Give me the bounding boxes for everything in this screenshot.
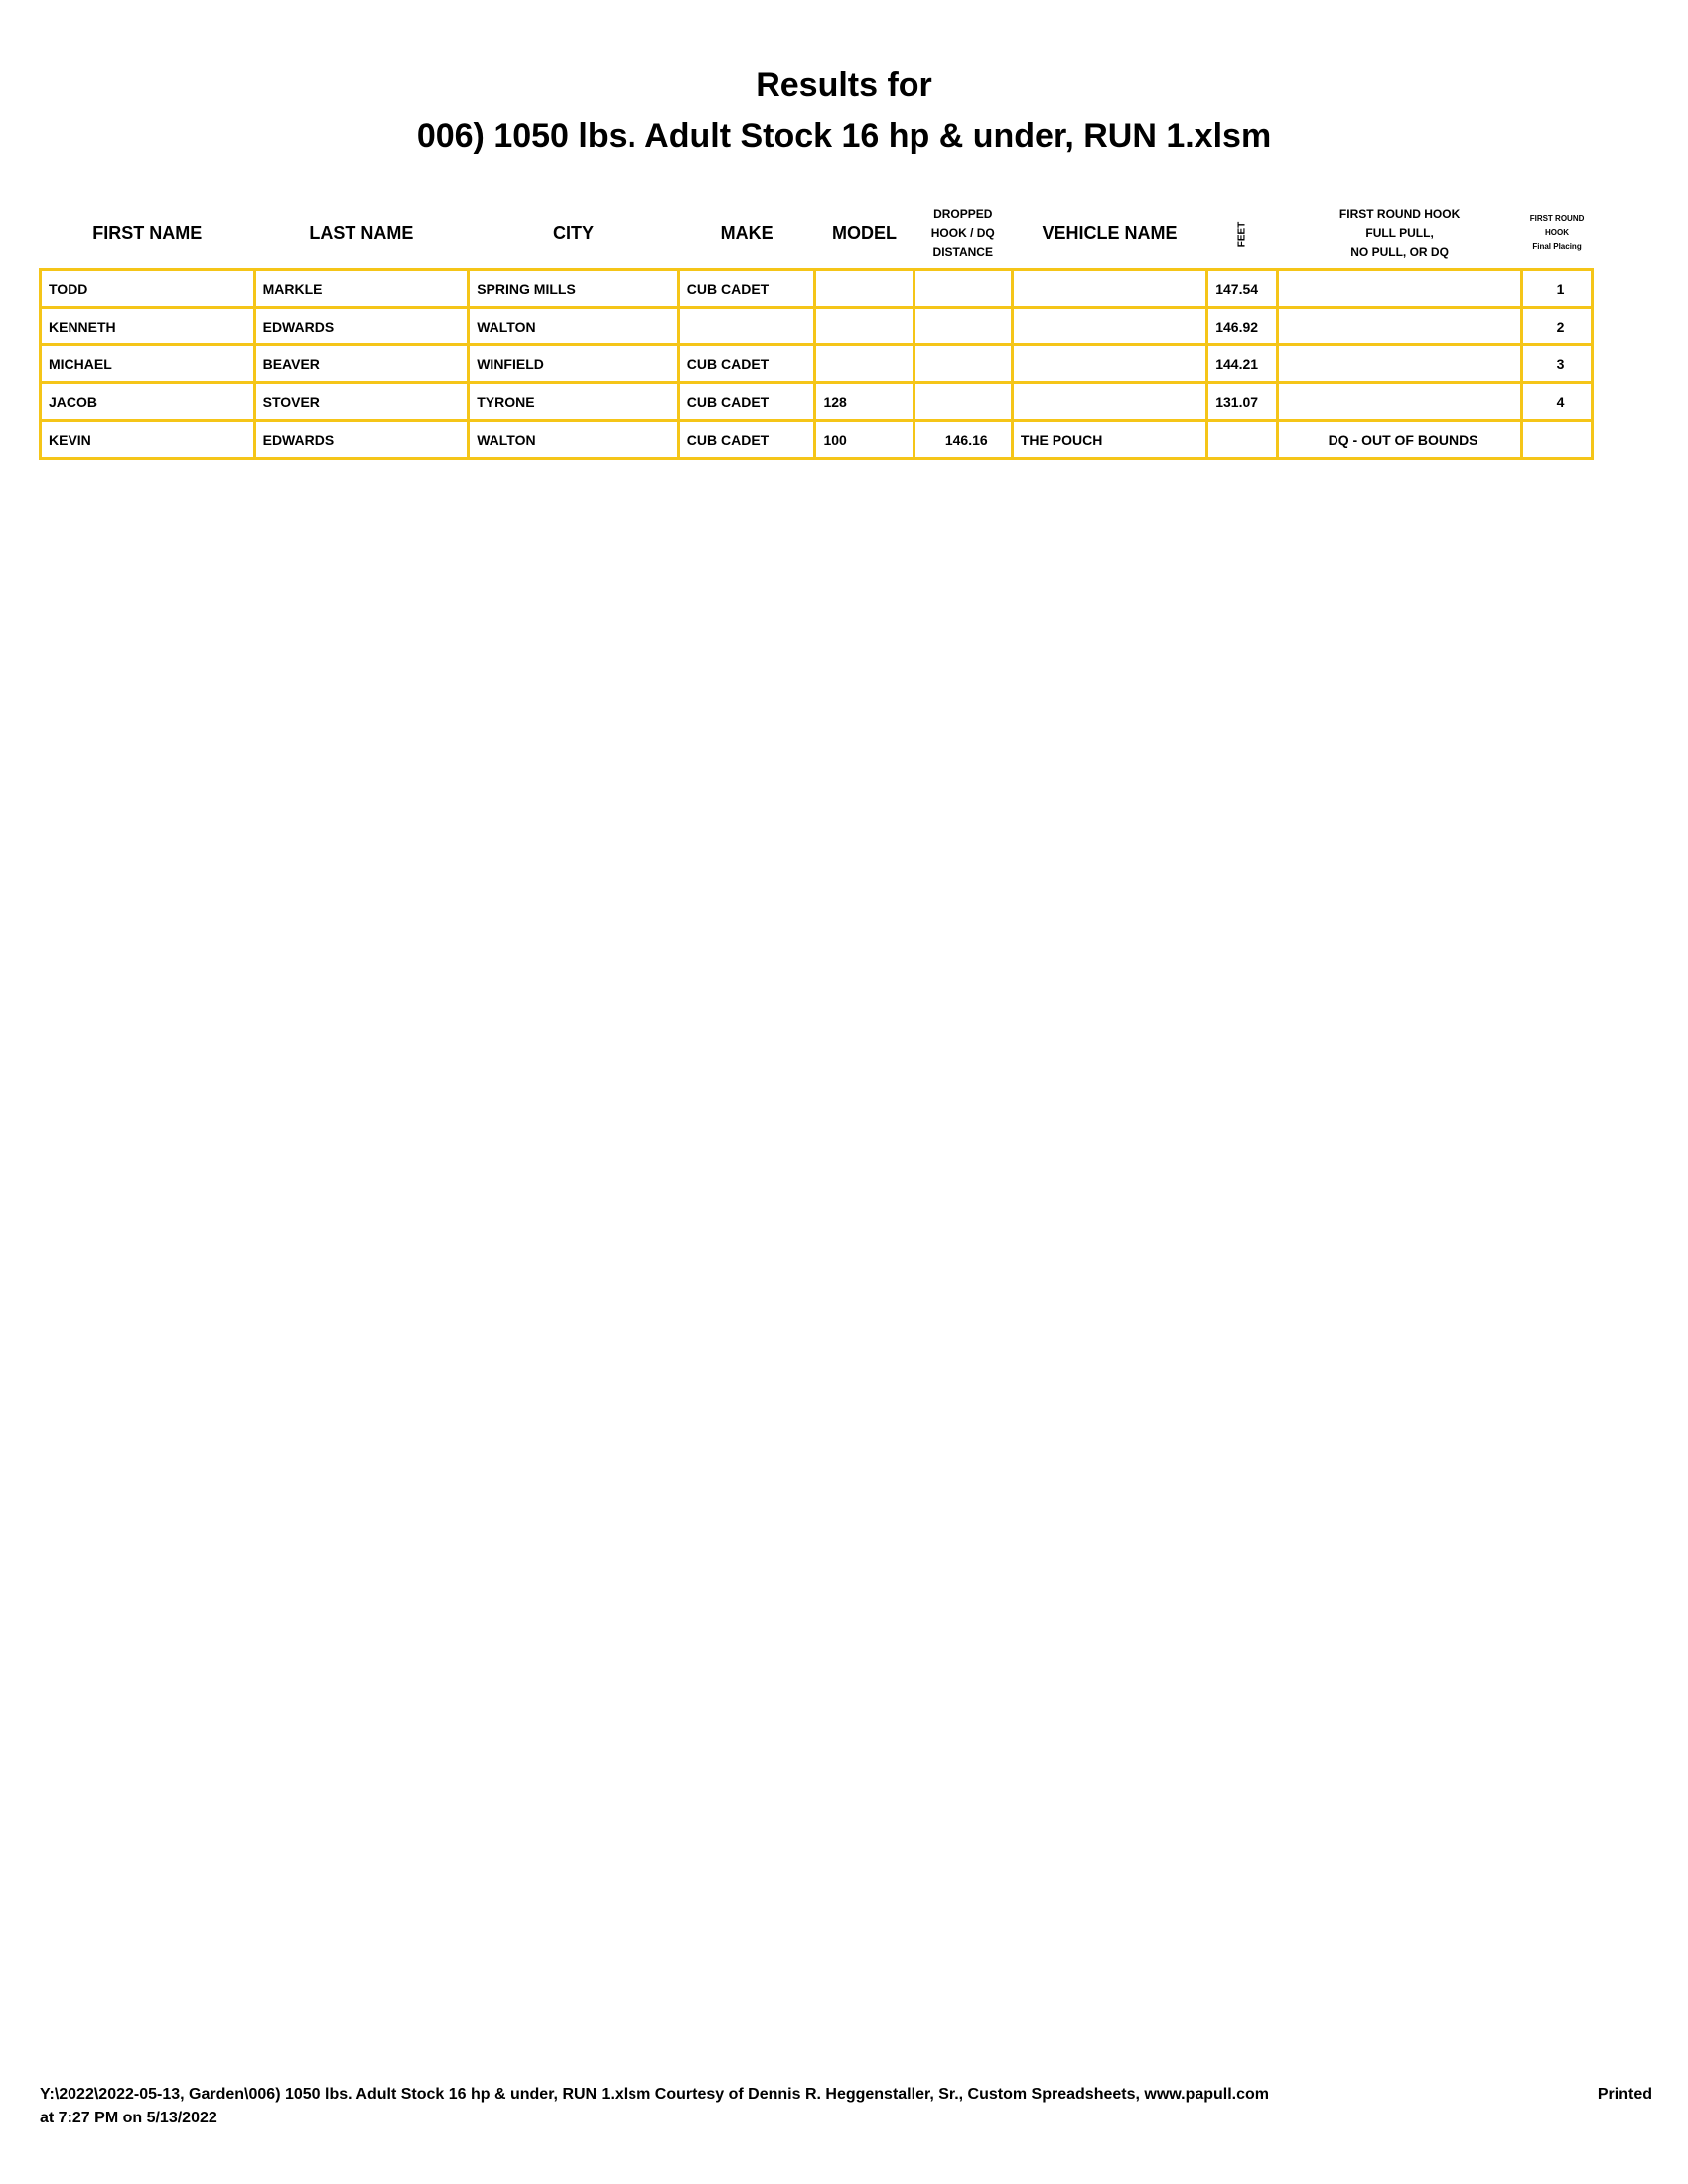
- header-last-name: LAST NAME: [309, 222, 414, 243]
- header-feet: [1207, 199, 1278, 270]
- header-dropped-hook-line3: DISTANCE: [932, 244, 993, 259]
- table-row: [41, 308, 1593, 345]
- cell-city: SPRING MILLS: [469, 270, 679, 308]
- cell-feet: 146.92: [1207, 308, 1278, 345]
- cell-final-placing: 1: [1522, 270, 1593, 308]
- cell-make: CUB CADET: [678, 345, 815, 383]
- header-first-name: FIRST NAME: [92, 222, 203, 243]
- header-first-round-hook-line1: FIRST ROUND HOOK: [1338, 206, 1461, 221]
- cell-model: [815, 308, 914, 345]
- cell-last-name: EDWARDS: [254, 308, 469, 345]
- cell-feet: 144.21: [1207, 345, 1278, 383]
- header-dropped-hook-line2: HOOK / DQ: [930, 225, 995, 240]
- cell-make: CUB CADET: [678, 270, 815, 308]
- cell-vehicle-name: THE POUCH: [1012, 421, 1206, 459]
- cell-model: [815, 345, 914, 383]
- cell-first-name: KEVIN: [41, 421, 255, 459]
- header-make: MAKE: [720, 222, 774, 243]
- header-final-placing-line1: FIRST ROUND: [1529, 214, 1585, 223]
- cell-first-round-hook: [1278, 308, 1522, 345]
- footer-file-path: Y:\2022\2022-05-13, Garden\006) 1050 lbs. Adult Stock 16 hp & under, RUN 1.xlsm Courtesy of Dennis R. Heggenstaller, Sr., Custom Spreadsheets, www.papull.com: [40, 2086, 1270, 2103]
- cell-dropped-hook: [914, 345, 1012, 383]
- cell-feet: 147.54: [1207, 270, 1278, 308]
- cell-final-placing: 2: [1522, 308, 1593, 345]
- cell-first-name: KENNETH: [41, 308, 255, 345]
- cell-first-name: JACOB: [41, 383, 255, 421]
- title-class-name: 006) 1050 lbs. Adult Stock 16 hp & under, RUN 1.xlsm: [416, 117, 1272, 155]
- cell-feet: [1207, 421, 1278, 459]
- cell-last-name: BEAVER: [254, 345, 469, 383]
- cell-final-placing: 4: [1522, 383, 1593, 421]
- cell-dropped-hook: [914, 308, 1012, 345]
- header-final-placing-line2: HOOK: [1545, 228, 1570, 237]
- cell-make: CUB CADET: [678, 383, 815, 421]
- cell-vehicle-name: [1012, 345, 1206, 383]
- title-results-for: Results for: [756, 67, 932, 104]
- cell-last-name: STOVER: [254, 383, 469, 421]
- cell-final-placing: [1522, 421, 1593, 459]
- cell-model: 128: [815, 383, 914, 421]
- table-row: [41, 345, 1593, 383]
- header-first-round-hook: [1278, 199, 1522, 270]
- table-row: [41, 383, 1593, 421]
- cell-make: [678, 308, 815, 345]
- cell-city: WALTON: [469, 421, 679, 459]
- cell-final-placing: 3: [1522, 345, 1593, 383]
- cell-city: WINFIELD: [469, 345, 679, 383]
- header-vehicle-name: VEHICLE NAME: [1042, 222, 1178, 243]
- cell-city: TYRONE: [469, 383, 679, 421]
- header-first-round-hook-line2: FULL PULL,: [1365, 225, 1434, 240]
- header-feet-label: FEET: [1236, 221, 1248, 248]
- cell-first-round-hook: [1278, 383, 1522, 421]
- cell-first-round-hook: DQ - OUT OF BOUNDS: [1278, 421, 1522, 459]
- footer-printed-time: at 7:27 PM on 5/13/2022: [40, 2110, 217, 2126]
- cell-dropped-hook: 146.16: [914, 421, 1012, 459]
- header-row: [41, 199, 1593, 270]
- cell-vehicle-name: [1012, 270, 1206, 308]
- footer-printed-label: Printed: [1597, 2086, 1652, 2103]
- table-row: [41, 421, 1593, 459]
- header-first-round-hook-line3: NO PULL, OR DQ: [1350, 244, 1449, 259]
- cell-last-name: EDWARDS: [254, 421, 469, 459]
- cell-first-round-hook: [1278, 270, 1522, 308]
- header-model: MODEL: [832, 222, 898, 243]
- cell-vehicle-name: [1012, 308, 1206, 345]
- header-final-placing-line3: Final Placing: [1532, 242, 1582, 251]
- cell-dropped-hook: [914, 270, 1012, 308]
- results-table: [39, 199, 1594, 460]
- cell-make: CUB CADET: [678, 421, 815, 459]
- cell-city: WALTON: [469, 308, 679, 345]
- cell-dropped-hook: [914, 383, 1012, 421]
- header-dropped-hook: [914, 199, 1012, 270]
- header-city: CITY: [552, 222, 594, 243]
- header-final-placing: [1522, 199, 1593, 270]
- cell-feet: 131.07: [1207, 383, 1278, 421]
- cell-model: 100: [815, 421, 914, 459]
- cell-vehicle-name: [1012, 383, 1206, 421]
- cell-last-name: MARKLE: [254, 270, 469, 308]
- cell-model: [815, 270, 914, 308]
- cell-first-name: TODD: [41, 270, 255, 308]
- cell-first-name: MICHAEL: [41, 345, 255, 383]
- header-dropped-hook-line1: DROPPED: [933, 206, 993, 221]
- cell-first-round-hook: [1278, 345, 1522, 383]
- table-row: [41, 270, 1593, 308]
